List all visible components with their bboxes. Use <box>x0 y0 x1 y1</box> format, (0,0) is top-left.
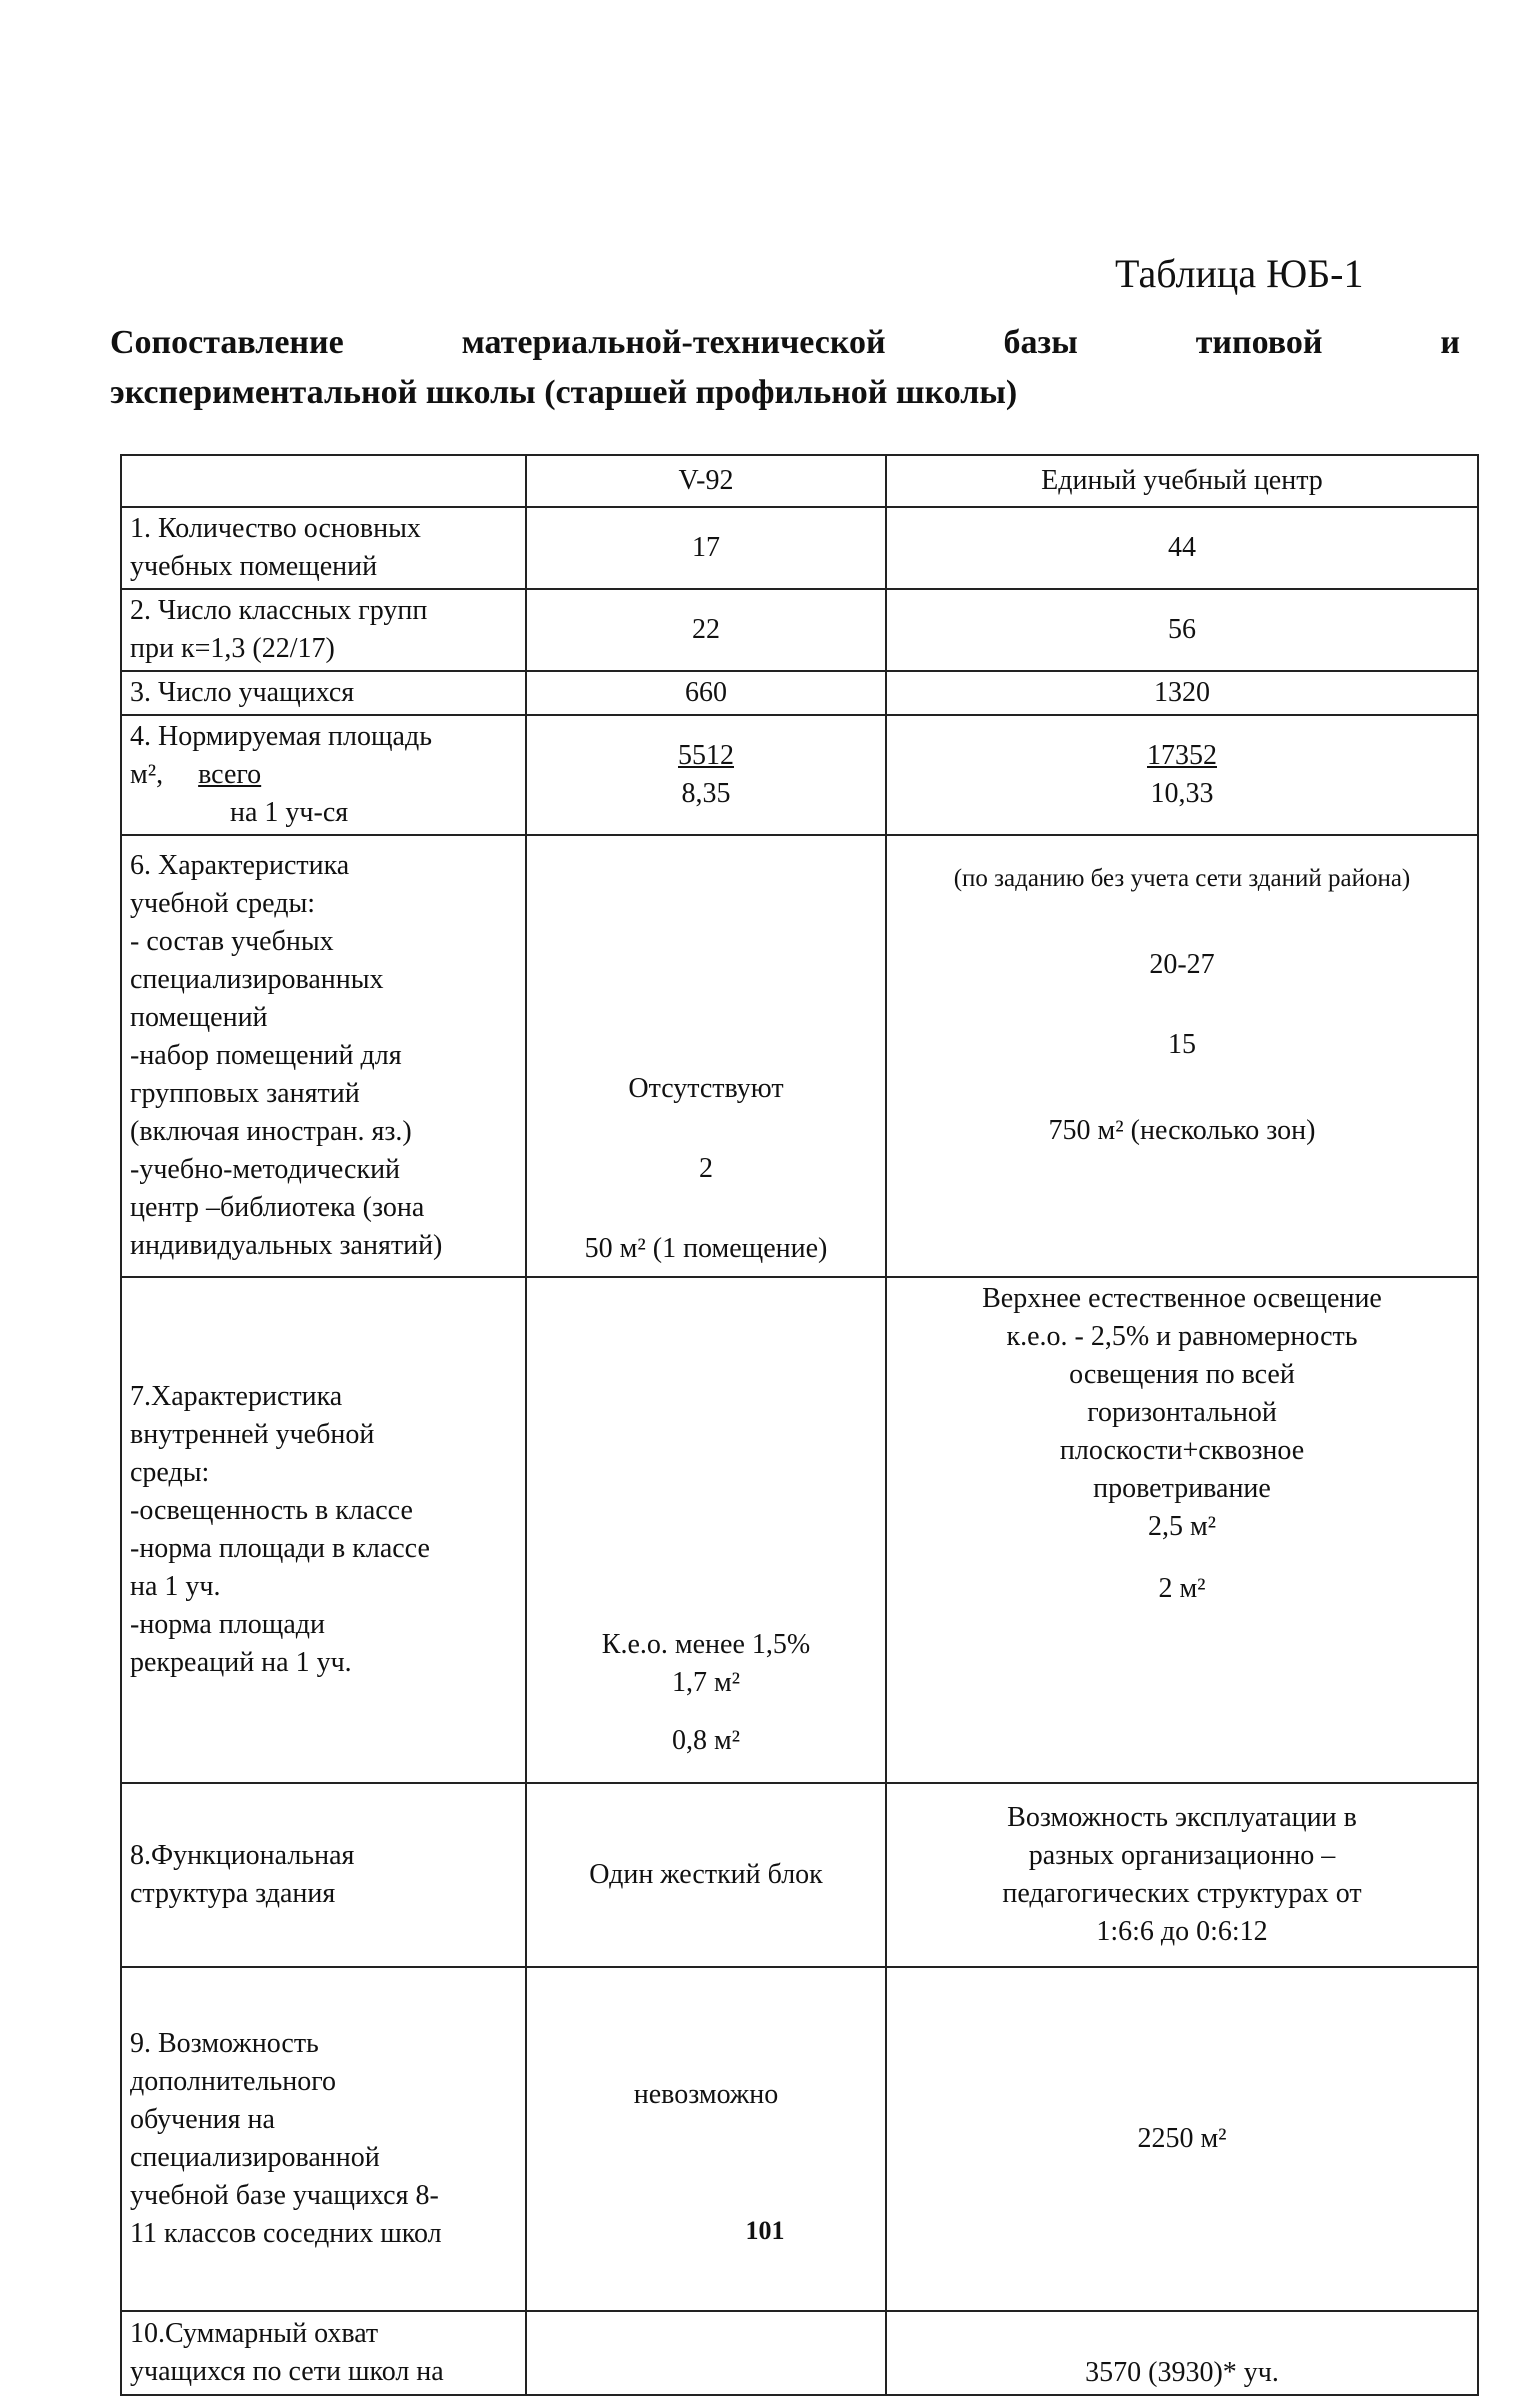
value-line: 0,8 м² <box>671 1725 741 1756</box>
center-value: 1320 <box>886 671 1478 715</box>
center-value: 3570 (3930)* уч. <box>886 2311 1478 2395</box>
label-line: -набор помещений для <box>130 1040 402 1071</box>
title-word: типовой <box>1195 324 1323 361</box>
row-label <box>121 2311 526 2395</box>
center-value <box>886 1277 1478 1783</box>
label-line: 7.Характеристика <box>130 1381 343 1412</box>
table-row <box>121 715 1478 835</box>
table-label: Таблица ЮБ-1 <box>1115 251 1364 296</box>
label-line <box>130 756 517 794</box>
title-line-1 <box>110 318 1460 368</box>
label-line: -норма площади в классе <box>130 1533 430 1564</box>
row-label: 3. Число учащихся <box>121 671 526 715</box>
value-line: 20-27 <box>1149 949 1215 980</box>
row-label <box>121 1277 526 1783</box>
value-line: 1,7 м² <box>671 1667 741 1698</box>
table-row <box>121 835 1478 1277</box>
table-row <box>121 589 1478 671</box>
label-line: 6. Характеристика <box>130 850 350 881</box>
per-student-value: 10,33 <box>1150 778 1214 809</box>
document-title <box>110 318 1460 418</box>
center-value <box>886 1783 1478 1967</box>
label-line: специализированной <box>130 2142 380 2173</box>
v92-value: 660 <box>526 671 886 715</box>
table-row <box>121 1783 1478 1967</box>
title-word: Сопоставление <box>110 324 344 361</box>
title-line-2: экспериментальной школы (старшей профильной школы) <box>110 374 1018 411</box>
per-student-text: на 1 уч-ся <box>230 797 349 828</box>
label-line: 4. Нормируемая площадь <box>130 721 432 752</box>
label-line: структура здания <box>130 1878 336 1909</box>
label-line: учебных помещений <box>130 551 378 582</box>
row-label <box>121 589 526 671</box>
table-row <box>121 671 1478 715</box>
comparison-table <box>120 454 1479 2396</box>
label-line: 11 классов соседних школ <box>130 2218 442 2249</box>
value-line: 750 м² (несколько зон) <box>1048 1115 1316 1146</box>
value-line: к.е.о. - 2,5% и равномерность <box>1006 1321 1358 1352</box>
label-line: 2. Число классных групп <box>130 595 428 626</box>
label-line: при к=1,3 (22/17) <box>130 633 335 664</box>
v92-value <box>526 835 886 1277</box>
value-line: педагогических структурах от <box>1002 1878 1362 1909</box>
title-word: материальной-технической <box>461 324 886 361</box>
label-line: - состав учебных <box>130 926 334 957</box>
v92-value <box>526 2311 886 2395</box>
label-line: помещений <box>130 1002 268 1033</box>
label-line: 10.Суммарный охват <box>130 2318 379 2349</box>
label-line: -норма площади <box>130 1609 326 1640</box>
per-student-value: 8,35 <box>681 778 731 809</box>
v92-value: Один жесткий блок <box>526 1783 886 1967</box>
v92-value <box>526 1277 886 1783</box>
value-line: 1:6:6 до 0:6:12 <box>1096 1916 1268 1947</box>
center-value: 2250 м² <box>886 1967 1478 2311</box>
total-text: всего <box>198 759 262 790</box>
label-line: 9. Возможность <box>130 2028 319 2059</box>
value-line: горизонтальной <box>1087 1397 1277 1428</box>
value-line: освещения по всей <box>1069 1359 1295 1390</box>
row-label <box>121 835 526 1277</box>
v92-value: невозможно <box>526 1967 886 2311</box>
label-line: рекреаций на 1 уч. <box>130 1647 352 1678</box>
table-row <box>121 1277 1478 1783</box>
title-word: и <box>1440 324 1460 361</box>
label-line: (включая иностран. яз.) <box>130 1116 412 1147</box>
title-word: базы <box>1003 324 1078 361</box>
label-line: 1. Количество основных <box>130 513 421 544</box>
value-line: 50 м² (1 помещение) <box>584 1233 828 1264</box>
label-line: внутренней учебной <box>130 1419 375 1450</box>
page-number: 101 <box>745 2216 785 2245</box>
v92-value: 22 <box>526 589 886 671</box>
table-row <box>121 507 1478 589</box>
value-line: плоскости+сквозное <box>1059 1435 1305 1466</box>
label-line: обучения на <box>130 2104 275 2135</box>
value-line: 15 <box>1168 1029 1196 1060</box>
unit-text: м², <box>130 759 164 790</box>
center-value <box>886 715 1478 835</box>
table-row <box>121 2311 1478 2395</box>
center-value: 56 <box>886 589 1478 671</box>
v92-value <box>526 715 886 835</box>
row-label <box>121 715 526 835</box>
header-v92: V-92 <box>526 455 886 507</box>
label-line: учебной среды: <box>130 888 316 919</box>
label-line: на 1 уч. <box>130 1571 221 1602</box>
label-line: 8.Функциональная <box>130 1840 355 1871</box>
label-line: -освещенность в классе <box>130 1495 413 1526</box>
label-line: -учебно-методический <box>130 1154 401 1185</box>
label-line: специализированных <box>130 964 384 995</box>
table-row <box>121 1967 1478 2311</box>
center-note: (по заданию без учета сети зданий района) <box>953 865 1411 892</box>
center-value: 44 <box>886 507 1478 589</box>
value-line: К.е.о. менее 1,5% <box>601 1629 811 1660</box>
label-line: среды: <box>130 1457 210 1488</box>
label-line: групповых занятий <box>130 1078 360 1109</box>
label-line: учащихся по сети школ на <box>130 2356 444 2387</box>
label-line: центр –библиотека (зона <box>130 1192 425 1223</box>
header-unified-center: Единый учебный центр <box>886 455 1478 507</box>
label-line: индивидуальных занятий) <box>130 1230 443 1261</box>
label-line: дополнительного <box>130 2066 336 2097</box>
row-label <box>121 1783 526 1967</box>
value-line: 2,5 м² <box>1147 1511 1217 1542</box>
center-value <box>886 835 1478 1277</box>
row-label <box>121 1967 526 2311</box>
table-header-row <box>121 455 1478 507</box>
row-label <box>121 507 526 589</box>
value-line: Возможность эксплуатации в <box>1007 1802 1357 1833</box>
header-empty-cell <box>121 455 526 507</box>
value-line: разных организационно – <box>1028 1840 1336 1871</box>
total-value: 5512 <box>678 740 734 771</box>
value-line: Отсутствуют <box>628 1073 784 1104</box>
value-line: Верхнее естественное освещение <box>982 1283 1382 1314</box>
value-line: проветривание <box>1093 1473 1271 1504</box>
total-value: 17352 <box>1147 740 1217 771</box>
label-line: учебной базе учащихся 8- <box>130 2180 439 2211</box>
value-line: 2 <box>699 1153 713 1184</box>
value-line: 2 м² <box>1158 1573 1206 1604</box>
v92-value: 17 <box>526 507 886 589</box>
